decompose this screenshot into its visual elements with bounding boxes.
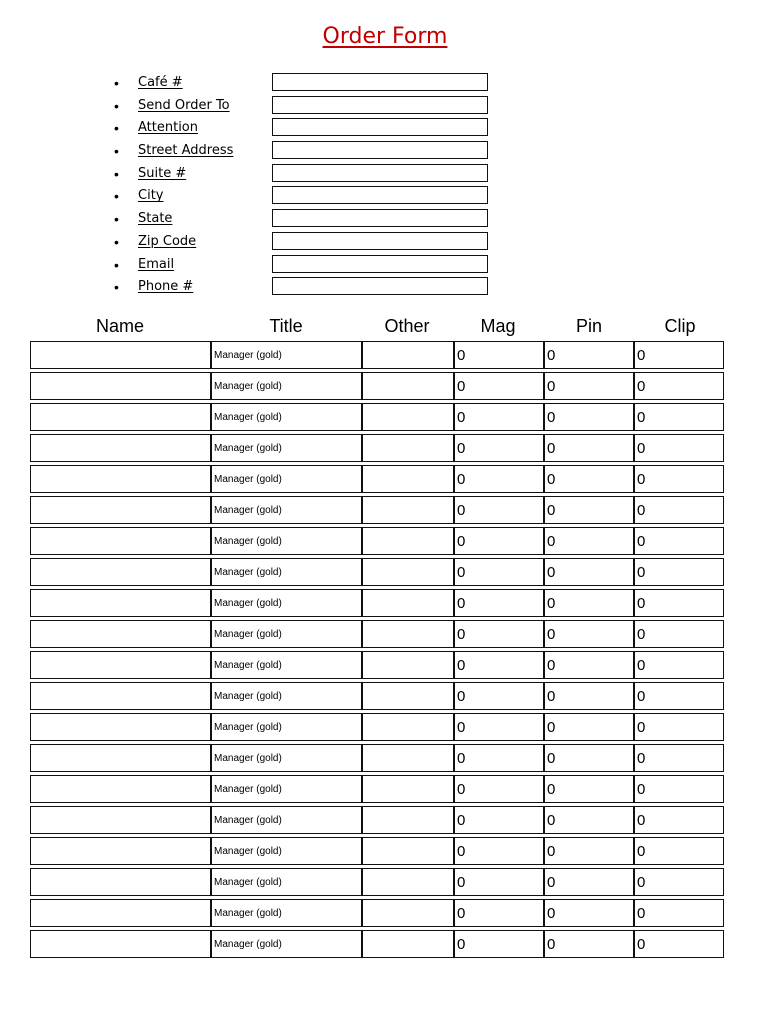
title-value: Manager (gold) (214, 939, 282, 950)
mag-cell[interactable] (454, 558, 544, 586)
clip-value: 0 (637, 688, 646, 705)
clip-value: 0 (637, 378, 646, 395)
mag-value: 0 (457, 874, 466, 891)
mag-value: 0 (457, 626, 466, 643)
pin-value: 0 (547, 595, 556, 612)
pin-cell[interactable] (544, 713, 634, 741)
field-row (110, 185, 490, 208)
mag-cell[interactable] (454, 527, 544, 555)
field-label: Email (138, 256, 175, 272)
table-row (30, 434, 724, 465)
title-value: Manager (gold) (214, 691, 282, 702)
pin-value: 0 (547, 843, 556, 860)
title-cell[interactable] (211, 930, 362, 958)
pin-cell[interactable] (544, 868, 634, 896)
mag-value: 0 (457, 936, 466, 953)
name-cell[interactable] (30, 775, 211, 803)
name-cell[interactable] (30, 589, 211, 617)
pin-cell[interactable] (544, 775, 634, 803)
pin-cell[interactable] (544, 341, 634, 369)
clip-cell[interactable] (634, 589, 724, 617)
mag-cell[interactable] (454, 403, 544, 431)
bullet-icon: • (114, 188, 119, 205)
field-label: State (138, 211, 173, 227)
title-cell[interactable] (211, 744, 362, 772)
table-row (30, 868, 724, 899)
title-value: Manager (gold) (214, 505, 282, 516)
pin-cell[interactable] (544, 496, 634, 524)
field-input[interactable] (272, 96, 488, 114)
mag-cell[interactable] (454, 775, 544, 803)
clip-value: 0 (637, 719, 646, 736)
mag-cell[interactable] (454, 930, 544, 958)
name-cell[interactable] (30, 527, 211, 555)
field-label: Phone # (138, 279, 194, 295)
field-row (110, 208, 490, 231)
title-cell[interactable] (211, 589, 362, 617)
mag-cell[interactable] (454, 465, 544, 493)
field-row (110, 231, 490, 254)
name-cell[interactable] (30, 806, 211, 834)
order-table (30, 341, 724, 961)
field-row (110, 254, 490, 277)
title-cell[interactable] (211, 403, 362, 431)
other-cell[interactable] (362, 682, 454, 710)
mag-cell[interactable] (454, 744, 544, 772)
table-row (30, 806, 724, 837)
other-cell[interactable] (362, 558, 454, 586)
pin-cell[interactable] (544, 372, 634, 400)
bullet-icon: • (114, 143, 119, 160)
pin-value: 0 (547, 502, 556, 519)
pin-cell[interactable] (544, 403, 634, 431)
title-value: Manager (gold) (214, 908, 282, 919)
column-header-mag: Mag (480, 316, 516, 336)
table-row (30, 744, 724, 775)
clip-cell[interactable] (634, 465, 724, 493)
mag-value: 0 (457, 347, 466, 364)
title-cell[interactable] (211, 682, 362, 710)
clip-value: 0 (637, 502, 646, 519)
pin-cell[interactable] (544, 434, 634, 462)
pin-value: 0 (547, 471, 556, 488)
field-row (110, 72, 490, 95)
name-cell[interactable] (30, 434, 211, 462)
name-cell[interactable] (30, 403, 211, 431)
clip-value: 0 (637, 843, 646, 860)
other-cell[interactable] (362, 744, 454, 772)
clip-value: 0 (637, 409, 646, 426)
title-cell[interactable] (211, 496, 362, 524)
bullet-icon: • (114, 211, 119, 228)
title-value: Manager (gold) (214, 753, 282, 764)
other-cell[interactable] (362, 403, 454, 431)
pin-value: 0 (547, 564, 556, 581)
other-cell[interactable] (362, 713, 454, 741)
clip-cell[interactable] (634, 527, 724, 555)
clip-cell[interactable] (634, 806, 724, 834)
field-row (110, 95, 490, 118)
clip-cell[interactable] (634, 620, 724, 648)
field-label: Send Order To (138, 97, 230, 113)
table-row (30, 372, 724, 403)
title-value: Manager (gold) (214, 877, 282, 888)
field-input[interactable] (272, 73, 488, 91)
mag-cell[interactable] (454, 837, 544, 865)
clip-value: 0 (637, 595, 646, 612)
mag-value: 0 (457, 533, 466, 550)
field-label: Attention (138, 120, 198, 136)
mag-value: 0 (457, 502, 466, 519)
name-cell[interactable] (30, 713, 211, 741)
name-cell[interactable] (30, 465, 211, 493)
mag-cell[interactable] (454, 713, 544, 741)
mag-value: 0 (457, 564, 466, 581)
pin-cell[interactable] (544, 682, 634, 710)
pin-cell[interactable] (544, 930, 634, 958)
clip-value: 0 (637, 905, 646, 922)
field-input[interactable] (272, 255, 488, 273)
pin-cell[interactable] (544, 527, 634, 555)
pin-value: 0 (547, 781, 556, 798)
title-value: Manager (gold) (214, 815, 282, 826)
bullet-icon: • (114, 75, 119, 91)
clip-value: 0 (637, 812, 646, 829)
mag-value: 0 (457, 378, 466, 395)
field-row (110, 276, 490, 299)
table-row (30, 589, 724, 620)
title-cell[interactable] (211, 527, 362, 555)
pin-value: 0 (547, 440, 556, 457)
title-value: Manager (gold) (214, 474, 282, 485)
table-row (30, 775, 724, 806)
name-cell[interactable] (30, 930, 211, 958)
other-cell[interactable] (362, 620, 454, 648)
other-cell[interactable] (362, 899, 454, 927)
clip-value: 0 (637, 781, 646, 798)
name-cell[interactable] (30, 682, 211, 710)
field-label: Café # (138, 75, 183, 90)
name-cell[interactable] (30, 558, 211, 586)
title-cell[interactable] (211, 620, 362, 648)
pin-cell[interactable] (544, 806, 634, 834)
table-row (30, 682, 724, 713)
other-cell[interactable] (362, 589, 454, 617)
clip-cell[interactable] (634, 558, 724, 586)
field-label: Street Address (138, 143, 234, 159)
other-cell[interactable] (362, 775, 454, 803)
clip-cell[interactable] (634, 341, 724, 369)
other-cell[interactable] (362, 837, 454, 865)
title-value: Manager (gold) (214, 567, 282, 578)
name-cell[interactable] (30, 651, 211, 679)
clip-value: 0 (637, 750, 646, 767)
clip-cell[interactable] (634, 682, 724, 710)
contact-fields (110, 72, 490, 299)
bullet-icon: • (114, 256, 119, 273)
pin-value: 0 (547, 626, 556, 643)
mag-value: 0 (457, 440, 466, 457)
title-value: Manager (gold) (214, 381, 282, 392)
other-cell[interactable] (362, 496, 454, 524)
clip-cell[interactable] (634, 496, 724, 524)
title-cell[interactable] (211, 558, 362, 586)
table-row (30, 713, 724, 744)
field-input[interactable] (272, 209, 488, 227)
name-cell[interactable] (30, 496, 211, 524)
mag-value: 0 (457, 750, 466, 767)
mag-value: 0 (457, 471, 466, 488)
mag-value: 0 (457, 812, 466, 829)
title-value: Manager (gold) (214, 660, 282, 671)
mag-value: 0 (457, 657, 466, 674)
title-value: Manager (gold) (214, 846, 282, 857)
mag-cell[interactable] (454, 806, 544, 834)
column-header-title: Title (269, 316, 303, 336)
pin-cell[interactable] (544, 558, 634, 586)
field-label: Suite # (138, 165, 187, 181)
clip-cell[interactable] (634, 744, 724, 772)
field-row (110, 117, 490, 140)
title-cell[interactable] (211, 775, 362, 803)
field-input[interactable] (272, 277, 488, 295)
name-cell[interactable] (30, 837, 211, 865)
field-input[interactable] (272, 232, 488, 250)
pin-value: 0 (547, 409, 556, 426)
title-value: Manager (gold) (214, 598, 282, 609)
title-cell[interactable] (211, 899, 362, 927)
other-cell[interactable] (362, 930, 454, 958)
pin-cell[interactable] (544, 837, 634, 865)
table-row (30, 620, 724, 651)
title-value: Manager (gold) (214, 536, 282, 547)
clip-cell[interactable] (634, 899, 724, 927)
other-cell[interactable] (362, 806, 454, 834)
title-cell[interactable] (211, 651, 362, 679)
title-value: Manager (gold) (214, 722, 282, 733)
column-header-name: Name (95, 316, 144, 336)
title-cell[interactable] (211, 713, 362, 741)
table-row (30, 341, 724, 372)
pin-value: 0 (547, 657, 556, 674)
pin-value: 0 (547, 378, 556, 395)
mag-cell[interactable] (454, 899, 544, 927)
name-cell[interactable] (30, 372, 211, 400)
mag-value: 0 (457, 688, 466, 705)
mag-value: 0 (457, 409, 466, 426)
clip-value: 0 (637, 533, 646, 550)
pin-value: 0 (547, 688, 556, 705)
table-row (30, 930, 724, 961)
mag-cell[interactable] (454, 496, 544, 524)
pin-cell[interactable] (544, 651, 634, 679)
title-cell[interactable] (211, 806, 362, 834)
title-value: Manager (gold) (214, 443, 282, 454)
mag-value: 0 (457, 843, 466, 860)
title-value: Manager (gold) (214, 350, 282, 361)
name-cell[interactable] (30, 341, 211, 369)
pin-cell[interactable] (544, 744, 634, 772)
title-cell[interactable] (211, 465, 362, 493)
name-cell[interactable] (30, 620, 211, 648)
pin-value: 0 (547, 812, 556, 829)
field-row (110, 163, 490, 186)
title-cell[interactable] (211, 341, 362, 369)
mag-cell[interactable] (454, 868, 544, 896)
name-cell[interactable] (30, 899, 211, 927)
mag-cell[interactable] (454, 434, 544, 462)
pin-cell[interactable] (544, 899, 634, 927)
title-cell[interactable] (211, 434, 362, 462)
page-title: Order Form (322, 24, 448, 49)
clip-value: 0 (637, 874, 646, 891)
table-row (30, 496, 724, 527)
mag-value: 0 (457, 595, 466, 612)
clip-value: 0 (637, 440, 646, 457)
other-cell[interactable] (362, 372, 454, 400)
mag-cell[interactable] (454, 682, 544, 710)
clip-cell[interactable] (634, 372, 724, 400)
column-header-clip: Clip (664, 316, 696, 336)
mag-cell[interactable] (454, 620, 544, 648)
pin-value: 0 (547, 936, 556, 953)
clip-cell[interactable] (634, 434, 724, 462)
table-row (30, 651, 724, 682)
clip-cell[interactable] (634, 868, 724, 896)
clip-value: 0 (637, 936, 646, 953)
name-cell[interactable] (30, 744, 211, 772)
clip-value: 0 (637, 626, 646, 643)
clip-cell[interactable] (634, 651, 724, 679)
other-cell[interactable] (362, 341, 454, 369)
pin-value: 0 (547, 905, 556, 922)
table-row (30, 465, 724, 496)
pin-value: 0 (547, 750, 556, 767)
field-input[interactable] (272, 118, 488, 136)
other-cell[interactable] (362, 651, 454, 679)
title-cell[interactable] (211, 837, 362, 865)
bullet-icon: • (114, 233, 119, 250)
title-value: Manager (gold) (214, 629, 282, 640)
pin-value: 0 (547, 874, 556, 891)
bullet-icon: • (114, 97, 119, 114)
table-header (0, 313, 770, 339)
table-row (30, 403, 724, 434)
field-input[interactable] (272, 164, 488, 182)
field-input[interactable] (272, 141, 488, 159)
field-input[interactable] (272, 186, 488, 204)
other-cell[interactable] (362, 465, 454, 493)
mag-value: 0 (457, 719, 466, 736)
clip-cell[interactable] (634, 775, 724, 803)
other-cell[interactable] (362, 527, 454, 555)
bullet-icon: • (114, 279, 119, 296)
table-row (30, 837, 724, 868)
title-cell[interactable] (211, 868, 362, 896)
clip-cell[interactable] (634, 930, 724, 958)
clip-value: 0 (637, 657, 646, 674)
pin-cell[interactable] (544, 465, 634, 493)
bullet-icon: • (114, 165, 119, 182)
clip-value: 0 (637, 564, 646, 581)
table-row (30, 899, 724, 930)
field-label: Zip Code (138, 233, 197, 249)
pin-cell[interactable] (544, 589, 634, 617)
mag-value: 0 (457, 781, 466, 798)
pin-value: 0 (547, 533, 556, 550)
clip-value: 0 (637, 471, 646, 488)
title-cell[interactable] (211, 372, 362, 400)
mag-cell[interactable] (454, 341, 544, 369)
clip-cell[interactable] (634, 403, 724, 431)
mag-cell[interactable] (454, 589, 544, 617)
column-header-pin: Pin (575, 316, 602, 336)
title-value: Manager (gold) (214, 412, 282, 423)
bullet-icon: • (114, 120, 119, 137)
other-cell[interactable] (362, 434, 454, 462)
pin-value: 0 (547, 719, 556, 736)
mag-cell[interactable] (454, 651, 544, 679)
column-header-other: Other (384, 316, 430, 336)
name-cell[interactable] (30, 868, 211, 896)
field-label: City (138, 188, 164, 204)
other-cell[interactable] (362, 868, 454, 896)
clip-cell[interactable] (634, 837, 724, 865)
clip-value: 0 (637, 347, 646, 364)
mag-cell[interactable] (454, 372, 544, 400)
mag-value: 0 (457, 905, 466, 922)
pin-value: 0 (547, 347, 556, 364)
title-value: Manager (gold) (214, 784, 282, 795)
table-row (30, 558, 724, 589)
table-row (30, 527, 724, 558)
field-row (110, 140, 490, 163)
pin-cell[interactable] (544, 620, 634, 648)
clip-cell[interactable] (634, 713, 724, 741)
